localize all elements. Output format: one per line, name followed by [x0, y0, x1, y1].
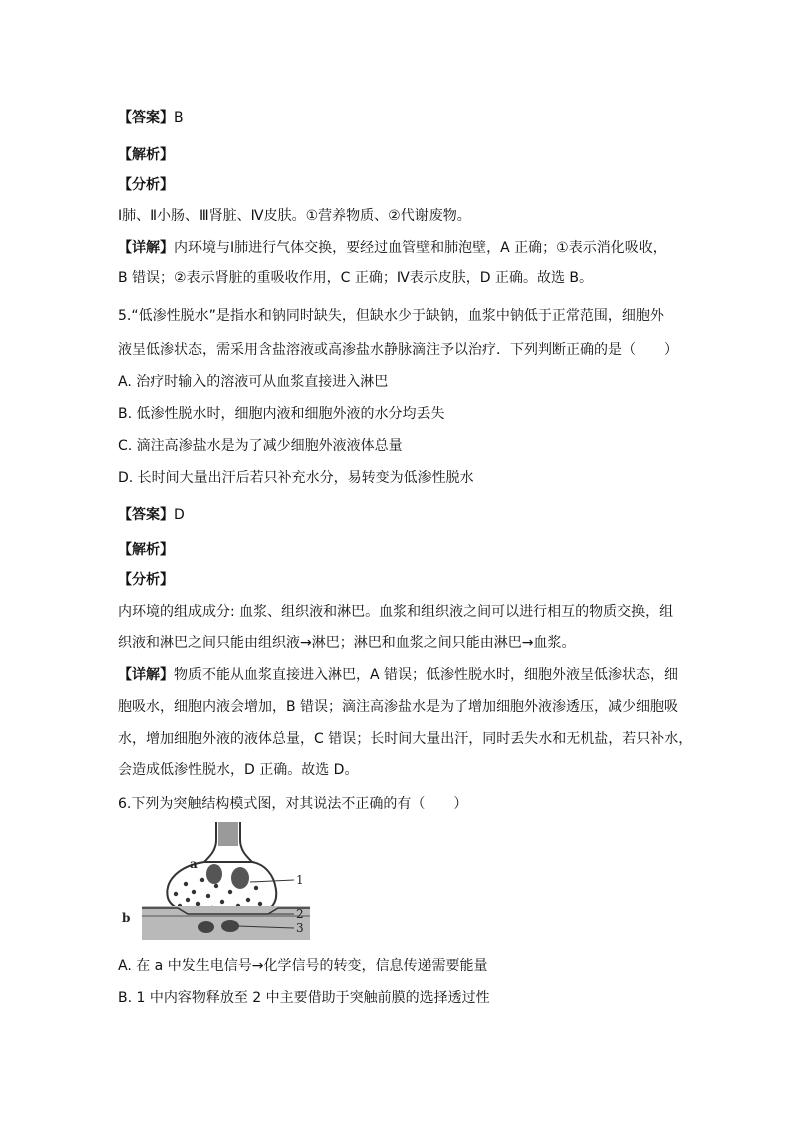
question-6-stem: 6.下列为突触结构模式图，对其说法不正确的有（ ）: [118, 796, 468, 812]
detail-text: B 错误；②表示肾脏的重吸收作用，C 正确；Ⅳ表示皮肤，D 正确。故选 B。: [118, 270, 594, 286]
detail-tag: 【详解】: [118, 240, 174, 256]
detail-text: 内环境与Ⅰ肺进行气体交换，要经过血管壁和肺泡壁，A 正确；①表示消化吸收，: [174, 240, 667, 256]
fenxi-text: Ⅰ肺、Ⅱ小肠、Ⅲ肾脏、Ⅳ皮肤。①营养物质、②代谢废物。: [118, 208, 471, 224]
answer-value: D: [174, 507, 185, 523]
question-6-option-b: B. 1 中内容物释放至 2 中主要借助于突触前膜的选择透过性: [118, 990, 490, 1006]
answer-value: B: [174, 110, 184, 126]
question-5-stem: 液呈低渗状态，需采用含盐溶液或高渗盐水静脉滴注予以治疗．下列判断正确的是（ ）: [118, 342, 678, 358]
answer-line: [118, 505, 185, 525]
question-5-stem: 5.“低渗性脱水”是指水和钠同时缺失，但缺水少于缺钠，血浆中钠低于正常范围，细胞外: [118, 308, 664, 324]
analysis-label: 【解析】: [118, 542, 174, 558]
analysis-label: 【解析】: [118, 147, 174, 163]
answer-tag: 【答案】: [118, 110, 174, 126]
diagram-label-b: b: [122, 911, 131, 925]
detail-tag: 【详解】: [118, 667, 174, 683]
fenxi-label: 【分析】: [118, 177, 174, 193]
question-5-option-c: C. 滴注高渗盐水是为了减少细胞外液液体总量: [118, 438, 403, 454]
diagram-label-2: 2: [296, 907, 304, 921]
diagram-label-3: 3: [296, 921, 304, 935]
answer-line: [118, 108, 184, 128]
fenxi-label: 【分析】: [118, 572, 174, 588]
answer-tag: 【答案】: [118, 507, 174, 523]
detail-line: [118, 665, 678, 685]
diagram-label-a: a: [190, 857, 198, 871]
synapse-diagram: [118, 822, 318, 944]
detail-text: 物质不能从血浆直接进入淋巴，A 错误；低渗性脱水时，细胞外液呈低渗状态，细: [174, 667, 679, 683]
detail-text: 胞吸水，细胞内液会增加，B 错误；滴注高渗盐水是为了增加细胞外液渗透压，减少细胞吸: [118, 699, 679, 715]
detail-text: 会造成低渗性脱水，D 正确。故选 D。: [118, 762, 359, 778]
detail-line: [118, 238, 667, 258]
fenxi-text: 织液和淋巴之间只能由组织液→淋巴；淋巴和血浆之间只能由淋巴→血浆。: [118, 635, 576, 651]
detail-text: 水，增加细胞外液的液体总量，C 错误；长时间大量出汗，同时丢失水和无机盐，若只补水，: [118, 731, 693, 747]
question-5-option-a: A. 治疗时输入的溶液可从血浆直接进入淋巴: [118, 374, 389, 390]
question-5-option-d: D. 长时间大量出汗后若只补充水分，易转变为低渗性脱水: [118, 470, 474, 486]
fenxi-text: 内环境的组成成分: 血浆、组织液和淋巴。血浆和组织液之间可以进行相互的物质交换，组: [118, 604, 674, 620]
question-5-option-b: B. 低渗性脱水时，细胞内液和细胞外液的水分均丢失: [118, 406, 445, 422]
question-6-option-a: A. 在 a 中发生电信号→化学信号的转变，信息传递需要能量: [118, 958, 488, 974]
diagram-label-1: 1: [296, 873, 304, 887]
